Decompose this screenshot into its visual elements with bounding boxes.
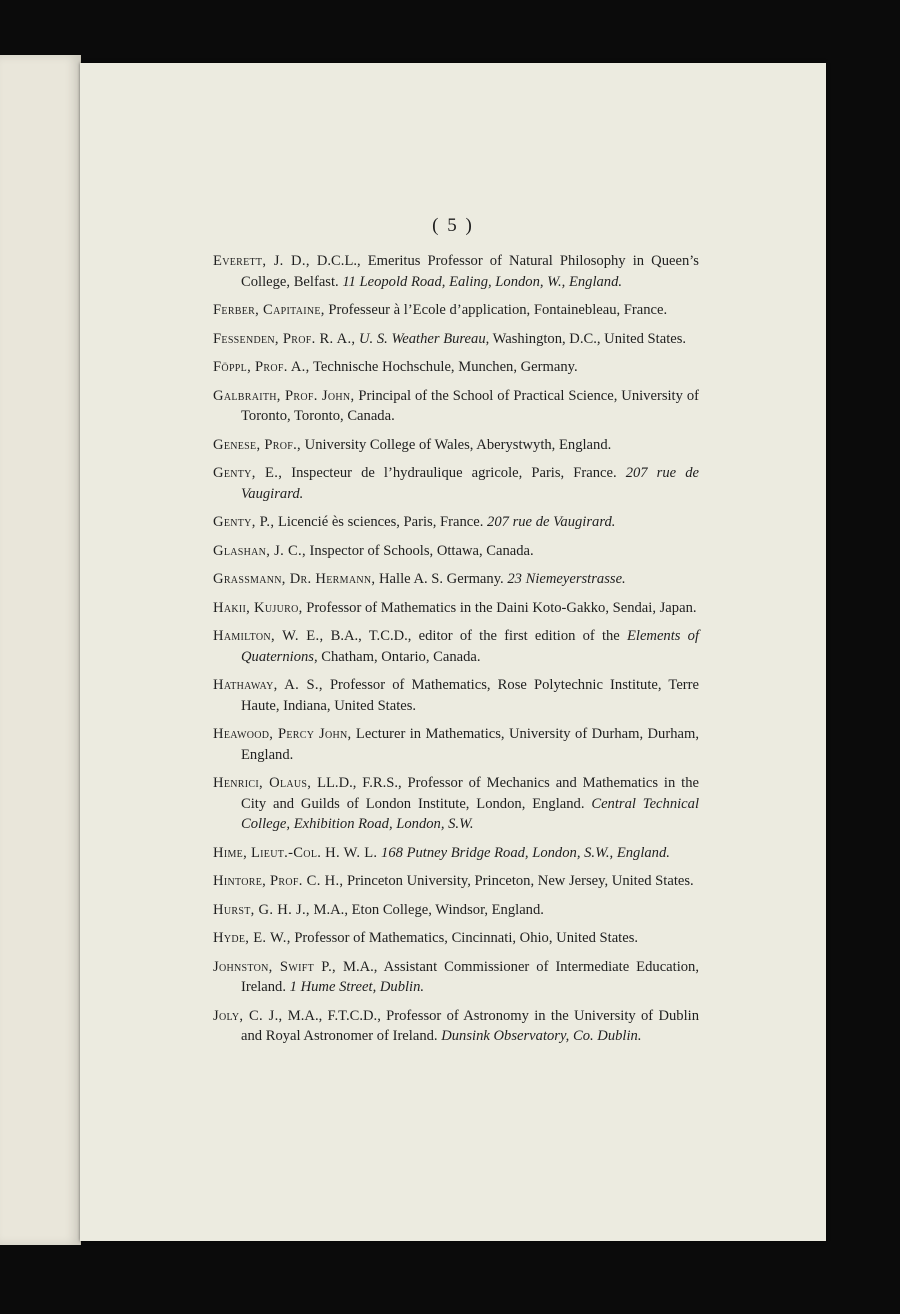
member-description: Technische Hochschule, Munchen, Germany. <box>309 359 578 375</box>
member-entry <box>213 773 699 835</box>
member-address: 23 Niemeyerstrasse. <box>507 571 626 587</box>
member-address: 168 Putney Bridge Road, London, S.W., England. <box>381 844 670 861</box>
member-name: Joly, C. J., <box>213 1007 283 1024</box>
member-name: Hurst, G. H. J., <box>213 901 310 918</box>
member-entry <box>213 541 699 562</box>
member-entry <box>213 357 699 378</box>
member-description-cont: , Washington, D.C., United States. <box>485 330 687 347</box>
member-entry <box>213 843 699 864</box>
member-address: 207 rue de Vaugirard. <box>487 514 616 530</box>
member-description: Professeur à l’Ecole d’application, Fontainebleau, France. <box>324 302 668 318</box>
member-description: B.A., T.C.D., editor of the first edition of the <box>323 628 627 644</box>
member-address: U. S. Weather Bureau <box>359 330 486 347</box>
member-entry <box>213 1006 699 1047</box>
member-description: Professor of Mathematics, Rose Polytechnic Institute, Terre Haute, Indiana, United States. <box>241 677 699 714</box>
member-name: Genty, P., <box>213 514 275 530</box>
member-name: Everett, J. D., <box>213 253 310 269</box>
member-entry <box>213 598 699 619</box>
member-entry <box>213 435 699 456</box>
member-description: D.C.L., Emeritus Professor of Natural Philosophy in Queen’s College, Belfast. <box>241 253 699 290</box>
member-name: Hime, Lieut.-Col. H. W. L. <box>213 844 378 861</box>
member-name: Hintore, Prof. C. H., <box>213 873 344 889</box>
member-description: LL.D., F.R.S., Professor of Mechanics and Mathematics in the City and Guilds of London Institute, London, England. <box>241 775 699 812</box>
member-description: Professor of Mathematics, Cincinnati, Ohio, United States. <box>290 930 639 946</box>
member-name: Ferber, Capitaine, <box>213 302 325 318</box>
member-address: 11 Leopold Road, Ealing, London, W., England. <box>342 273 623 290</box>
member-name: Galbraith, Prof. John, <box>213 387 355 404</box>
member-entry <box>213 512 699 533</box>
member-description: Inspector of Schools, Ottawa, Canada. <box>305 542 534 559</box>
member-name: Föppl, Prof. A., <box>213 359 310 375</box>
document-page <box>80 63 826 1241</box>
member-entry <box>213 463 699 504</box>
member-address: Central Technical College, Exhibition Road, London, S.W. <box>241 795 700 832</box>
member-entry <box>213 957 699 998</box>
member-description: Halle A. S. Germany. <box>375 571 508 587</box>
member-name: Hamilton, W. E., <box>213 628 324 644</box>
member-description: University College of Wales, Aberystwyth, England. <box>301 436 612 453</box>
member-entry <box>213 329 699 350</box>
member-entry <box>213 569 699 590</box>
member-name: Hakii, Kujuro, <box>213 599 303 616</box>
member-name: Hyde, E. W., <box>213 930 291 946</box>
member-address: 1 Hume Street, Dublin. <box>289 979 425 995</box>
member-name: Glashan, J. C., <box>213 542 306 559</box>
member-name: Grassmann, Dr. Hermann, <box>213 571 376 587</box>
member-entry <box>213 928 699 949</box>
member-entry <box>213 251 699 292</box>
member-name: Fessenden, Prof. R. A., <box>213 330 356 347</box>
member-name: Heawood, Percy John, <box>213 726 352 742</box>
member-name: Genese, Prof., <box>213 436 302 453</box>
member-entry <box>213 871 699 892</box>
member-description: Professor of Mathematics in the Daini Koto-Gakko, Sendai, Japan. <box>302 599 697 616</box>
member-description: Inspecteur de l’hydraulique agricole, Paris, France. <box>282 465 626 481</box>
member-address: Elements of Quaternions <box>241 628 699 665</box>
member-description: Principal of the School of Practical Science, University of Toronto, Toronto, Canada. <box>241 387 699 424</box>
member-description: Licencié ès sciences, Paris, France. <box>274 514 488 530</box>
member-description: Lecturer in Mathematics, University of Durham, Durham, England. <box>241 726 699 763</box>
member-description: M.A., F.T.C.D., Professor of Astronomy in the University of Dublin and Royal Astronomer of Ireland. <box>241 1007 699 1044</box>
member-entry <box>213 900 699 921</box>
member-description: Princeton University, Princeton, New Jersey, United States. <box>343 873 694 889</box>
page-number: ( 5 ) <box>432 215 474 236</box>
member-name: Hathaway, A. S., <box>213 677 323 693</box>
member-address: 207 rue de Vaugirard. <box>241 465 699 502</box>
member-entry <box>213 300 699 321</box>
member-entry <box>213 626 699 667</box>
member-name: Genty, E., <box>213 465 283 481</box>
member-description-cont: , Chatham, Ontario, Canada. <box>313 648 481 665</box>
member-name: Johnston, Swift P., <box>213 958 336 975</box>
member-description: M.A., Eton College, Windsor, England. <box>309 901 544 918</box>
member-entry <box>213 724 699 765</box>
member-entry <box>213 675 699 716</box>
member-name: Henrici, Olaus, <box>213 775 312 791</box>
member-description: M.A., Assistant Commissioner of Intermediate Education, Ireland. <box>241 958 699 995</box>
facing-page-edge <box>0 55 81 1245</box>
member-list <box>213 251 699 1055</box>
member-entry <box>213 386 699 427</box>
member-address: Dunsink Observatory, Co. Dublin. <box>441 1028 642 1044</box>
